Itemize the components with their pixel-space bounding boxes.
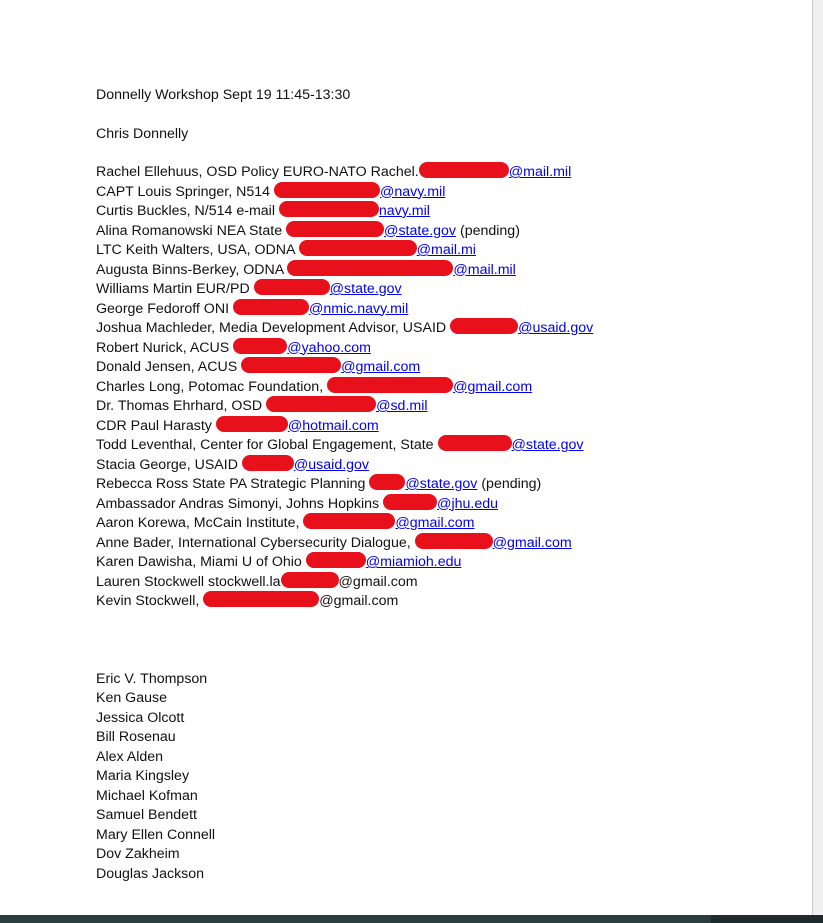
redaction-mark	[286, 221, 384, 237]
redaction-mark	[287, 260, 453, 276]
section-gap	[96, 612, 796, 670]
email-link[interactable]: @mail.mi	[416, 242, 476, 258]
attendee-row	[96, 514, 796, 534]
email-link[interactable]: @navy.mil	[379, 183, 446, 200]
attendee-row	[96, 163, 796, 183]
email-link[interactable]: @nmic.navy.mil	[308, 300, 409, 317]
name-item: Mary Ellen Connell	[96, 826, 216, 843]
attendee-row	[96, 417, 796, 437]
attendee-text: Augusta Binns-Berkey, ODNA	[96, 261, 288, 278]
attendee-text: LTC Keith Walters, USA, ODNA	[96, 242, 299, 258]
attendee-row	[96, 241, 796, 261]
attendee-text: George Fedoroff ONI	[96, 300, 233, 317]
attendee-text: CAPT Louis Springer, N514	[96, 183, 274, 200]
attendee-text: Joshua Machleder, Media Development Advisor, USAID	[96, 320, 451, 336]
attendee-text: CDR Paul Harasty	[96, 417, 216, 434]
attendee-text: Todd Leventhal, Center for Global Engagement, State	[96, 437, 438, 453]
name-item: Ken Gause	[96, 690, 167, 706]
attendee-row	[96, 280, 796, 300]
email-link[interactable]: @gmail.com	[341, 359, 421, 375]
redaction-mark	[281, 572, 339, 588]
attendee-list	[96, 163, 796, 612]
attendee-row	[96, 358, 796, 378]
chair-name: Chris Donnelly	[96, 125, 189, 142]
attendee-text: Charles Long, Potomac Foundation,	[96, 378, 328, 395]
redaction-mark	[369, 474, 405, 490]
email-link[interactable]: @state.gov	[405, 476, 478, 492]
redaction-mark	[233, 299, 309, 315]
redaction-mark	[450, 318, 518, 334]
name-item: Alex Alden	[96, 748, 164, 765]
redaction-mark	[241, 357, 341, 373]
attendee-text: Williams Martin EUR/PD	[96, 281, 254, 297]
email-link[interactable]: @usaid.gov	[518, 320, 594, 336]
redaction-mark	[327, 377, 453, 393]
email-link[interactable]: @miamioh.edu	[365, 554, 462, 570]
email-link[interactable]: @sd.mil	[376, 398, 428, 414]
attendee-text: Kevin Stockwell,	[96, 593, 204, 609]
attendee-text: Alina Romanowski NEA State	[96, 222, 287, 239]
email-link[interactable]: @state.gov	[384, 222, 457, 239]
attendee-row	[96, 456, 796, 476]
redaction-mark	[415, 533, 493, 549]
redaction-mark	[216, 416, 288, 432]
attendee-row	[96, 339, 796, 359]
redaction-mark	[299, 240, 417, 256]
attendee-row	[96, 378, 796, 398]
redaction-mark	[303, 513, 395, 529]
attendee-text: Aaron Korewa, McCain Institute,	[96, 515, 304, 531]
redaction-mark	[266, 396, 376, 412]
document-content	[96, 86, 796, 884]
attendee-row	[96, 553, 796, 573]
attendee-text: Rebecca Ross State PA Strategic Planning	[96, 476, 370, 492]
attendee-row	[96, 222, 796, 242]
email-link[interactable]: @mail.mil	[508, 164, 572, 180]
attendee-row	[96, 592, 796, 612]
scrollbar-track[interactable]	[813, 0, 823, 915]
email-tail: @gmail.com	[338, 573, 418, 590]
redaction-mark	[233, 338, 287, 354]
name-item: Dov Zakheim	[96, 846, 180, 862]
redaction-mark	[203, 591, 319, 607]
attendee-text: Donald Jensen, ACUS	[96, 359, 242, 375]
redaction-mark	[383, 494, 437, 510]
name-item: Jessica Olcott	[96, 709, 185, 726]
email-link[interactable]: @state.gov	[329, 281, 402, 297]
additional-names-list	[96, 670, 796, 885]
attendee-suffix: (pending)	[456, 222, 520, 239]
attendee-row	[96, 261, 796, 281]
email-link[interactable]: navy.mil	[378, 203, 430, 219]
email-link[interactable]: @hotmail.com	[287, 417, 379, 434]
attendee-text: Karen Dawisha, Miami U of Ohio	[96, 554, 306, 570]
name-item: Bill Rosenau	[96, 729, 176, 745]
email-link[interactable]: @gmail.com	[453, 378, 533, 395]
name-item: Michael Kofman	[96, 787, 198, 804]
name-item: Maria Kingsley	[96, 768, 190, 784]
taskbar-strip	[0, 915, 823, 923]
attendee-text: Lauren Stockwell stockwell.la	[96, 573, 281, 590]
email-link[interactable]: @jhu.edu	[437, 495, 498, 512]
attendee-row	[96, 573, 796, 593]
email-link[interactable]: @gmail.com	[395, 515, 475, 531]
name-item: Samuel Bendett	[96, 807, 197, 823]
attendee-row	[96, 397, 796, 417]
attendee-row	[96, 319, 796, 339]
email-link[interactable]: @usaid.gov	[293, 456, 370, 473]
attendee-text: Ambassador Andras Simonyi, Johns Hopkins	[96, 495, 384, 512]
email-link[interactable]: @state.gov	[511, 437, 584, 453]
attendee-row	[96, 534, 796, 554]
email-link[interactable]: @mail.mil	[453, 261, 516, 278]
redaction-mark	[279, 201, 379, 217]
attendee-row	[96, 300, 796, 320]
redaction-mark	[306, 552, 366, 568]
attendee-row	[96, 436, 796, 456]
attendee-row	[96, 475, 796, 495]
attendee-text: Dr. Thomas Ehrhard, OSD	[96, 398, 267, 414]
attendee-suffix: (pending)	[477, 476, 542, 492]
email-link[interactable]: @yahoo.com	[287, 339, 371, 356]
redaction-mark	[242, 455, 294, 471]
attendee-row	[96, 183, 796, 203]
redaction-mark	[419, 162, 509, 178]
attendee-text: Robert Nurick, ACUS	[96, 339, 234, 356]
email-link[interactable]: @gmail.com	[492, 534, 572, 551]
name-item: Douglas Jackson	[96, 865, 205, 882]
attendee-text: Stacia George, USAID	[96, 456, 242, 473]
name-item: Eric V. Thompson	[96, 670, 208, 687]
attendee-text: Anne Bader, International Cybersecurity Dialogue,	[96, 534, 415, 551]
document-title: Donnelly Workshop Sept 19 11:45-13:30	[96, 87, 351, 103]
attendee-text: Curtis Buckles, N/514 e-mail	[96, 203, 279, 219]
taskbar-segment	[711, 915, 823, 923]
redaction-mark	[274, 182, 380, 198]
attendee-row	[96, 495, 796, 515]
email-tail: @gmail.com	[319, 593, 399, 609]
redaction-mark	[254, 279, 330, 295]
attendee-row	[96, 202, 796, 222]
attendee-text: Rachel Ellehuus, OSD Policy EURO-NATO Rachel.	[96, 164, 419, 180]
redaction-mark	[438, 435, 512, 451]
